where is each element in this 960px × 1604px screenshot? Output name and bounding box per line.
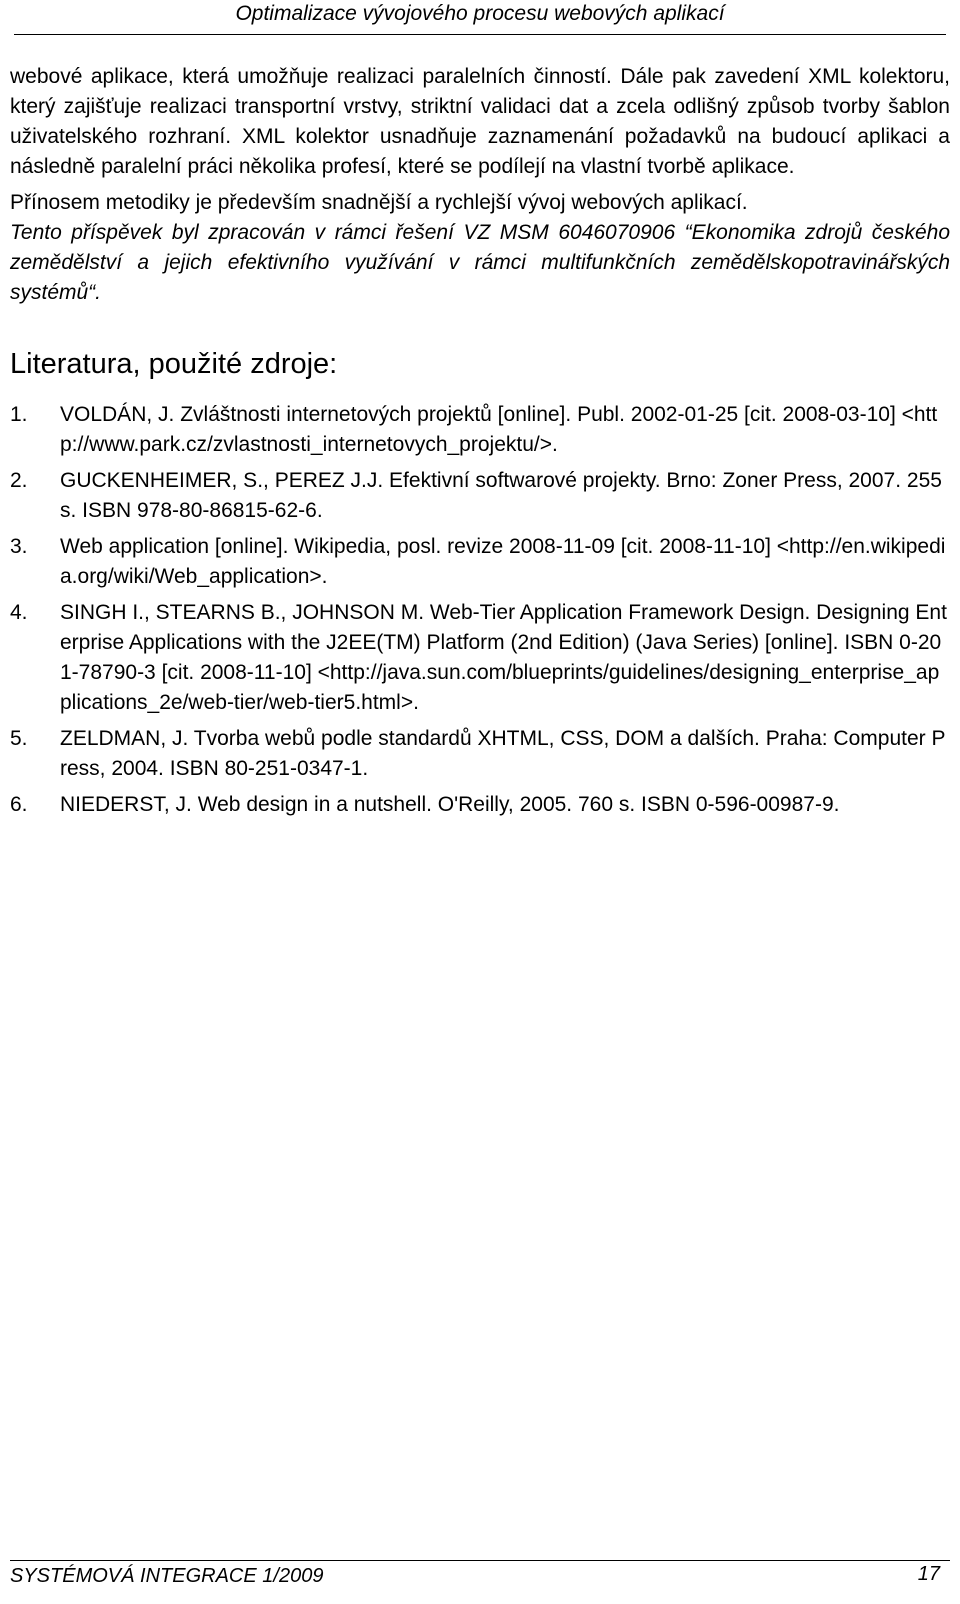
reference-item (10, 724, 950, 784)
reference-text: GUCKENHEIMER, S., PEREZ J.J. Efektivní softwarové projekty. Brno: Zoner Press, 2007. 255 s. ISBN 978-80-86815-62-6. (60, 469, 942, 522)
running-header-title: Optimalizace vývojového procesu webových aplikací (235, 2, 725, 25)
running-header (14, 0, 946, 35)
running-footer (10, 1560, 950, 1591)
page-number: 17 (917, 1563, 940, 1585)
reference-number: 2. (10, 469, 28, 492)
reference-text: VOLDÁN, J. Zvláštnosti internetových projektů [online]. Publ. 2002-01-25 [cit. 2008-03-10] <http://www.park.cz/zvlastnosti_internetovych_projektu/>. (60, 403, 938, 456)
body-paragraph-1: webové aplikace, která umožňuje realizaci paralelních činností. Dále pak zavedení XML kolektoru, který zajišťuje realizaci transportní vrstvy, striktní validaci dat a zcela odlišný způsob tvorby šablon uživatelského rozhraní. XML kolektor usnadňuje zaznamenání požadavků na budoucí aplikaci a následně paralelní práci několika profesí, které se podílejí na vlastní tvorbě aplikace. (10, 65, 950, 178)
reference-item (10, 466, 950, 526)
acknowledgement-paragraph: Tento příspěvek byl zpracován v rámci řešení VZ MSM 6046070906 “Ekonomika zdrojů českého zemědělství a jejich efektivního využívání v rámci multifunkčních zemědělskopotravinářských systémů“. (10, 221, 950, 304)
reference-item (10, 400, 950, 460)
reference-number: 6. (10, 793, 28, 816)
reference-text: Web application [online]. Wikipedia, posl. revize 2008-11-09 [cit. 2008-11-10] <http://en.wikipedia.org/wiki/Web_application>. (60, 535, 946, 588)
reference-item (10, 598, 950, 718)
reference-number: 5. (10, 727, 28, 750)
page-content (10, 62, 950, 826)
reference-number: 4. (10, 601, 28, 624)
reference-text: ZELDMAN, J. Tvorba webů podle standardů XHTML, CSS, DOM a dalších. Praha: Computer Press, 2004. ISBN 80-251-0347-1. (60, 727, 946, 780)
reference-text: NIEDERST, J. Web design in a nutshell. O'Reilly, 2005. 760 s. ISBN 0-596-00987-9. (60, 793, 840, 816)
reference-number: 3. (10, 535, 28, 558)
reference-text: SINGH I., STEARNS B., JOHNSON M. Web-Tier Application Framework Design. Designing Enterprise Applications with the J2EE(TM) Platform (2nd Edition) (Java Series) [online]. ISBN 0-201-78790-3 [cit. 2008-11-10] <http://java.sun.com/blueprints/guidelines/designing_enterprise_applications_2e/web-tier/web-tier5.html>. (60, 601, 947, 714)
reference-item (10, 790, 950, 820)
reference-number: 1. (10, 403, 28, 426)
body-paragraph-2: Přínosem metodiky je především snadnější a rychlejší vývoj webových aplikací. (10, 191, 748, 214)
journal-name: SYSTÉMOVÁ INTEGRACE 1/2009 (10, 1565, 324, 1587)
references-heading: Literatura, použité zdroje: (10, 348, 338, 380)
reference-item (10, 532, 950, 592)
references-list (10, 400, 950, 820)
